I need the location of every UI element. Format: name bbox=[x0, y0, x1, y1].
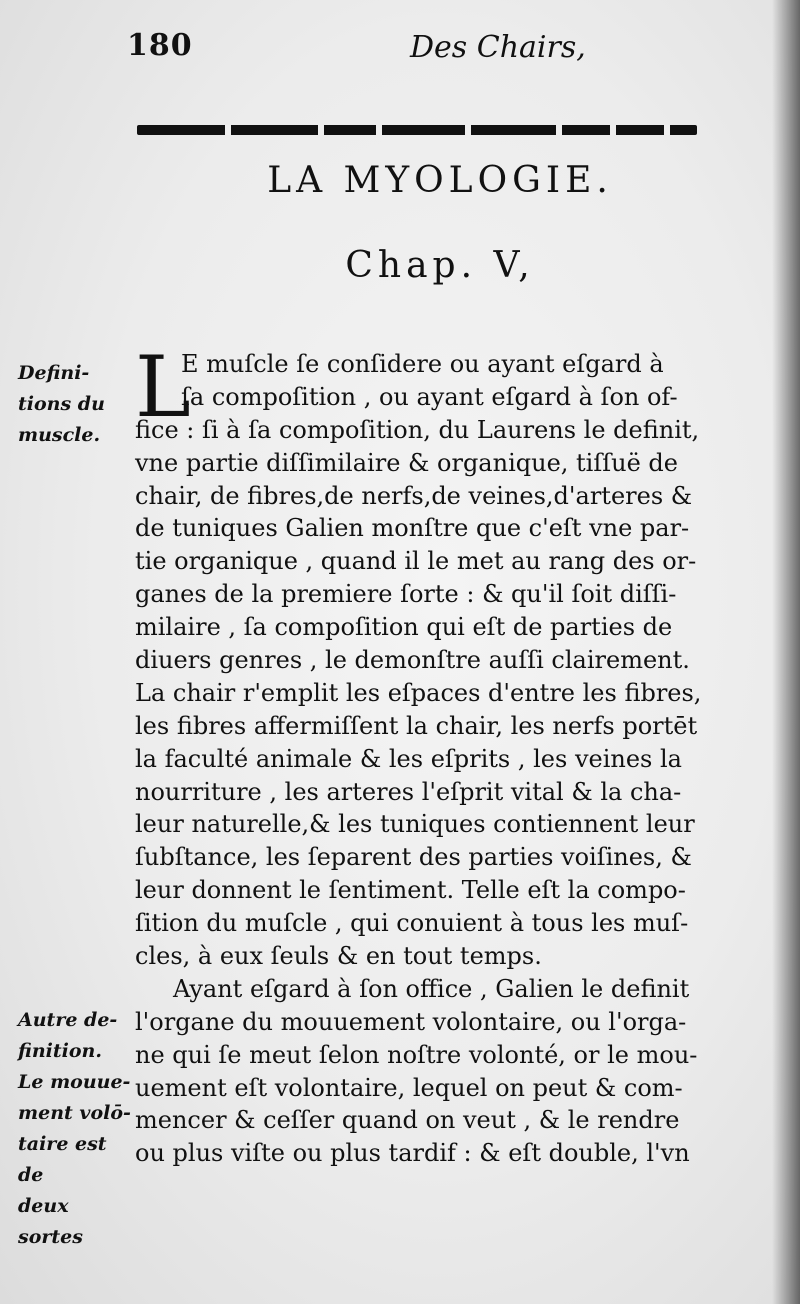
text-line: uement eſt volontaire, lequel on peut & com- bbox=[135, 1073, 683, 1102]
margin-note-line: ment volō- bbox=[18, 1102, 131, 1124]
text-line: l'organe du mouuement volontaire, ou l'orga- bbox=[135, 1007, 687, 1036]
rule-break bbox=[465, 125, 471, 135]
text-line: leur donnent le ſentiment. Telle eſt la compo- bbox=[135, 876, 686, 905]
text-line: tie organique , quand il le met au rang des or- bbox=[135, 547, 697, 576]
text-line: mencer & ceſſer quand on veut , & le rendre bbox=[135, 1106, 680, 1135]
margin-note-line: muscle. bbox=[18, 424, 101, 446]
text-line: ganes de la premiere ſorte : & qu'il ſoit diſſi- bbox=[135, 580, 677, 609]
rule-break bbox=[225, 125, 231, 135]
margin-note-line: Le mouue- bbox=[18, 1071, 131, 1093]
margin-note-line: taire est de bbox=[18, 1133, 107, 1186]
text-line: leur naturelle,& les tuniques contiennent leur bbox=[135, 810, 695, 839]
text-line: ou plus viſte ou plus tardif : & eſt double, l'vn bbox=[135, 1139, 690, 1168]
text-line: ſition du muſcle , qui conuient à tous les muſ- bbox=[135, 909, 689, 938]
text-line: la faculté animale & les eſprits , les veines la bbox=[135, 744, 682, 773]
text-line: La chair r'emplit les eſpaces d'entre les fibres, bbox=[135, 678, 702, 707]
margin-note-line: finition. bbox=[18, 1040, 102, 1062]
rule-break bbox=[556, 125, 562, 135]
margin-note-line: Defini- bbox=[18, 362, 90, 384]
drop-cap: L bbox=[135, 338, 191, 436]
text-line: milaire , ſa compoſition qui eſt de parties de bbox=[135, 613, 673, 642]
text-line: fice : ſi à ſa compoſition, du Laurens le definit, bbox=[135, 415, 700, 444]
text-line: Ayant eſgard à ſon office , Galien le definit bbox=[173, 974, 690, 1003]
text-line: diuers genres , le demonſtre auſſi clairement. bbox=[135, 646, 690, 675]
text-line: ſubſtance, les ſeparent des parties voiſines, & bbox=[135, 843, 692, 872]
chapter-heading: Chap. V, bbox=[345, 245, 535, 286]
margin-note-line: tions du bbox=[18, 393, 105, 415]
rule-break bbox=[376, 125, 382, 135]
rule-break bbox=[318, 125, 324, 135]
text-line: ſa compoſition , ou ayant eſgard à ſon of- bbox=[181, 382, 678, 411]
margin-note-other-definition bbox=[18, 1005, 138, 1253]
text-line: les fibres affermiſſent la chair, les nerfs portēt bbox=[135, 711, 698, 740]
rule-break bbox=[610, 125, 616, 135]
running-head: Des Chairs, bbox=[410, 30, 586, 65]
rule-break bbox=[664, 125, 670, 135]
text-line: cles, à eux ſeuls & en tout temps. bbox=[135, 942, 542, 971]
page-number: 180 bbox=[127, 28, 193, 63]
text-line: nourriture , les arteres l'eſprit vital & la cha- bbox=[135, 777, 682, 806]
text-line: E muſcle ſe conſidere ou ayant eſgard à bbox=[181, 350, 664, 378]
book-section-title: LA MYOLOGIE. bbox=[267, 160, 613, 201]
text-line: ne qui ſe meut ſelon noſtre volonté, or le mou- bbox=[135, 1040, 698, 1069]
text-line: de tuniques Galien monſtre que c'eſt vne par- bbox=[135, 514, 690, 543]
margin-note-definitions bbox=[18, 358, 138, 451]
text-line: chair, de fibres,de nerfs,de veines,d'arteres & bbox=[135, 481, 693, 510]
text-line: vne partie diſſimilaire & organique, tiſſuë de bbox=[135, 448, 678, 477]
body-text bbox=[135, 348, 743, 1170]
margin-note-line: deux sortes bbox=[18, 1195, 83, 1248]
margin-note-line: Autre de- bbox=[18, 1009, 118, 1031]
